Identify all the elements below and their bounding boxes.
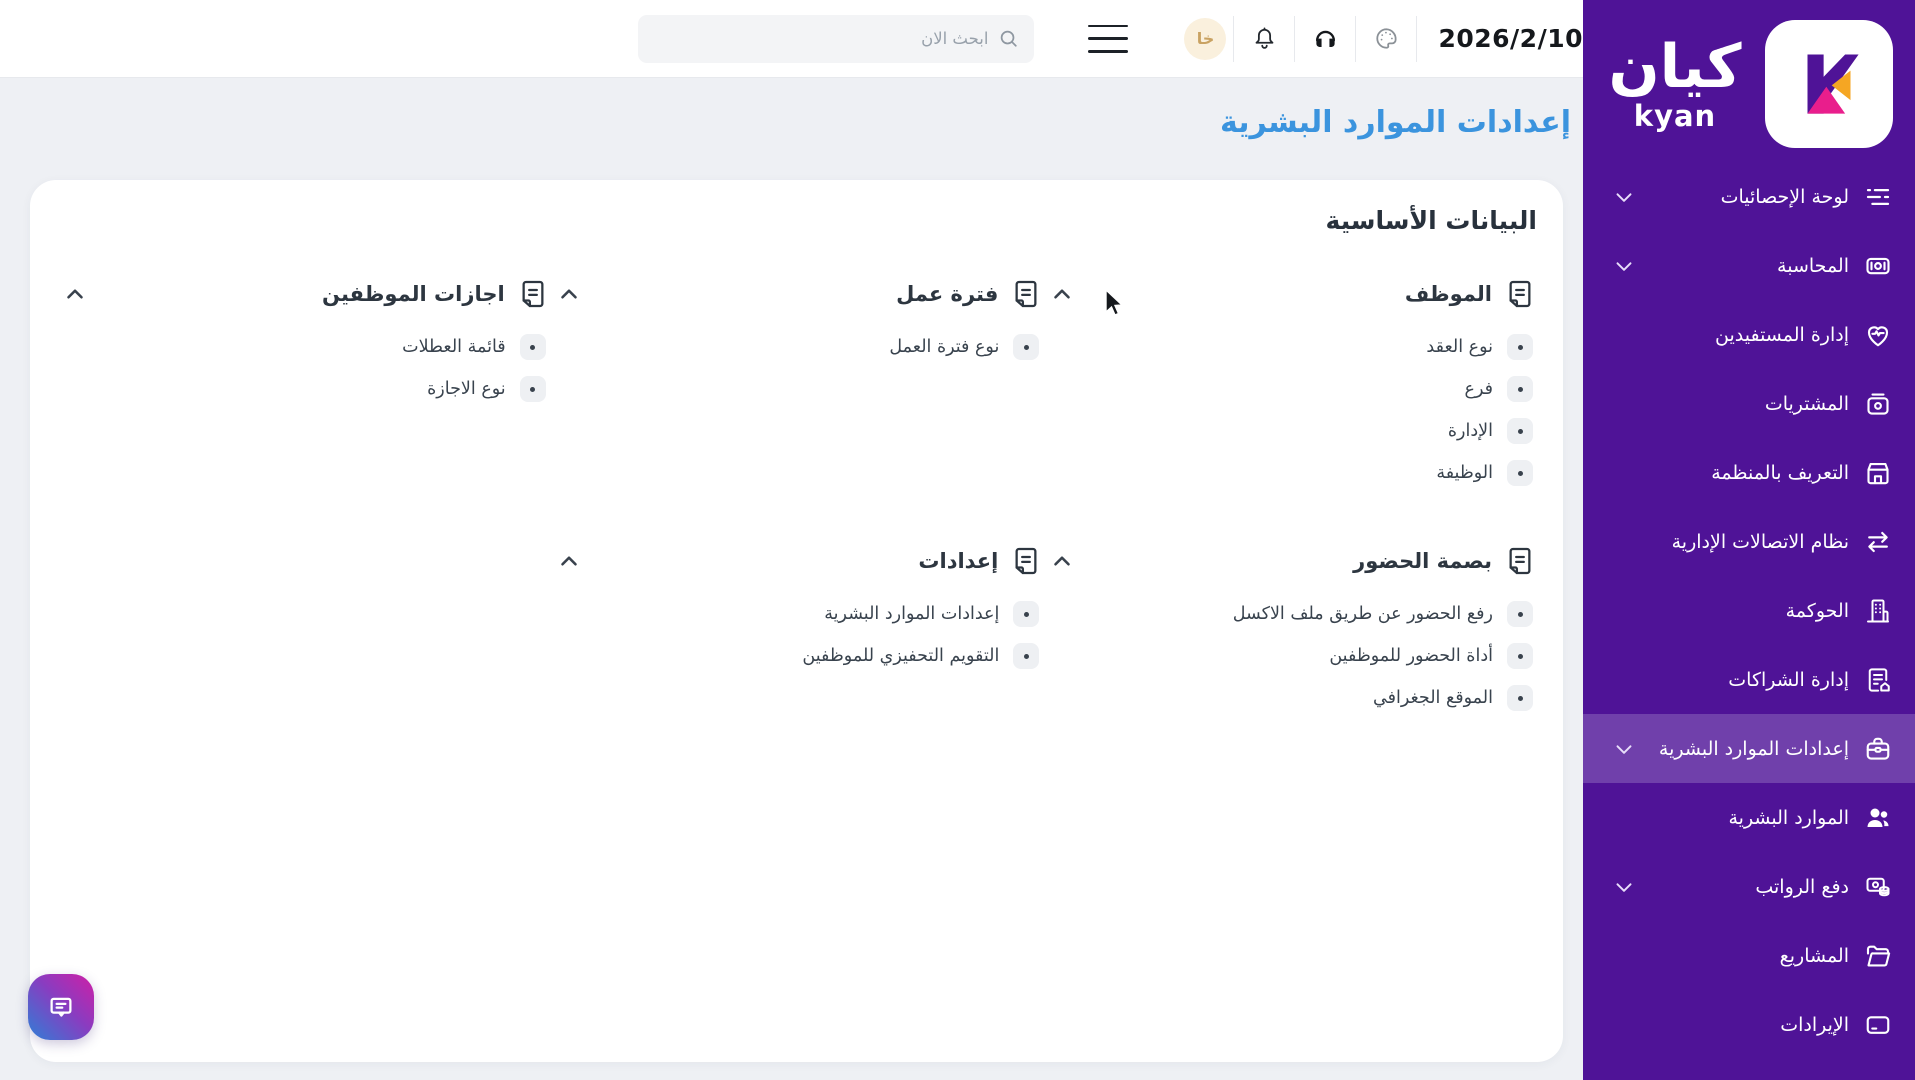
section-title: اجازات الموظفين bbox=[322, 282, 505, 306]
avatar[interactable]: خا bbox=[1184, 18, 1226, 60]
document-icon bbox=[1503, 544, 1537, 578]
document-icon bbox=[1009, 277, 1043, 311]
collapse-chevron-up-icon[interactable] bbox=[62, 281, 88, 307]
sidebar-item-label: المشتريات bbox=[1764, 392, 1849, 415]
bullet-icon bbox=[520, 376, 546, 402]
bullet-icon bbox=[520, 334, 546, 360]
section-items bbox=[550, 601, 1044, 669]
page-title: إعدادات الموارد البشرية bbox=[1220, 105, 1571, 140]
sidebar-item-label: الموارد البشرية bbox=[1728, 806, 1849, 829]
chevron-down-icon[interactable] bbox=[1611, 184, 1637, 210]
sidebar-item-label: المحاسبة bbox=[1777, 254, 1849, 277]
sidebar-item-label: الإيرادات bbox=[1780, 1013, 1849, 1036]
bell-icon bbox=[1251, 25, 1278, 52]
organization-icon bbox=[1863, 458, 1893, 488]
governance-icon bbox=[1863, 596, 1893, 626]
collapse-chevron-up-icon[interactable] bbox=[556, 548, 582, 574]
bullet-icon bbox=[1507, 418, 1533, 444]
sidebar-item-organization[interactable] bbox=[1583, 438, 1915, 507]
list-item[interactable]: أداة الحضور للموظفين bbox=[1043, 643, 1533, 669]
bullet-icon bbox=[1507, 460, 1533, 486]
section-header bbox=[1043, 544, 1537, 578]
sidebar bbox=[1583, 0, 1915, 1080]
search-box bbox=[638, 15, 1034, 63]
sidebar-item-governance[interactable] bbox=[1583, 576, 1915, 645]
list-item[interactable]: قائمة العطلات bbox=[56, 334, 546, 360]
topbar bbox=[0, 0, 1583, 78]
section-header bbox=[56, 277, 550, 311]
sidebar-item-communications[interactable] bbox=[1583, 507, 1915, 576]
partnerships-icon bbox=[1863, 665, 1893, 695]
brand-name-arabic: كيان bbox=[1608, 31, 1742, 102]
revenues-icon bbox=[1863, 1010, 1893, 1040]
beneficiaries-icon bbox=[1863, 320, 1893, 350]
section-items bbox=[550, 334, 1044, 360]
section-attendance bbox=[1043, 544, 1537, 711]
collapse-chevron-up-icon[interactable] bbox=[1049, 548, 1075, 574]
current-date: 2026/2/10 bbox=[1438, 24, 1583, 53]
bullet-icon bbox=[1507, 685, 1533, 711]
sidebar-item-label: المشاريع bbox=[1779, 944, 1849, 967]
brand-wordmark bbox=[1599, 31, 1751, 133]
bullet-icon bbox=[1507, 643, 1533, 669]
bullet-icon bbox=[1507, 376, 1533, 402]
sidebar-item-hr-settings[interactable] bbox=[1583, 714, 1915, 783]
chat-fab-button[interactable] bbox=[28, 974, 94, 1040]
divider bbox=[1233, 16, 1234, 62]
document-icon bbox=[516, 277, 550, 311]
hr-settings-icon bbox=[1863, 734, 1893, 764]
purchases-icon bbox=[1863, 389, 1893, 419]
list-item[interactable]: التقويم التحفيزي للموظفين bbox=[550, 643, 1040, 669]
kyan-k-mark bbox=[1786, 41, 1872, 127]
collapse-chevron-up-icon[interactable] bbox=[1049, 281, 1075, 307]
sidebar-item-label: الحوكمة bbox=[1785, 599, 1849, 622]
bullet-icon bbox=[1013, 643, 1039, 669]
projects-icon bbox=[1863, 941, 1893, 971]
stats-icon bbox=[1863, 182, 1893, 212]
chevron-down-icon[interactable] bbox=[1611, 874, 1637, 900]
content-area bbox=[0, 78, 1583, 1080]
card-header: البيانات الأساسية bbox=[1325, 206, 1537, 235]
search-input[interactable] bbox=[638, 15, 1034, 63]
sidebar-nav bbox=[1583, 162, 1915, 1059]
brand-header bbox=[1583, 0, 1915, 154]
sidebar-item-human-resources[interactable] bbox=[1583, 783, 1915, 852]
sidebar-item-label: لوحة الإحصائيات bbox=[1720, 185, 1849, 208]
sidebar-item-label: نظام الاتصالات الإدارية bbox=[1671, 530, 1849, 553]
chevron-down-icon[interactable] bbox=[1611, 253, 1637, 279]
bullet-icon bbox=[1013, 601, 1039, 627]
section-title: الموظف bbox=[1404, 282, 1492, 306]
sidebar-item-projects[interactable] bbox=[1583, 921, 1915, 990]
list-item[interactable]: إعدادات الموارد البشرية bbox=[550, 601, 1040, 627]
section-employee bbox=[1043, 277, 1537, 486]
list-item[interactable]: رفع الحضور عن طريق ملف الاكسل bbox=[1043, 601, 1533, 627]
basic-data-card bbox=[30, 180, 1563, 1062]
chevron-down-icon[interactable] bbox=[1611, 736, 1637, 762]
section-employee-leaves bbox=[56, 277, 550, 486]
chat-icon bbox=[46, 992, 76, 1022]
section-items bbox=[1043, 601, 1537, 711]
document-icon bbox=[1503, 277, 1537, 311]
section-items bbox=[1043, 334, 1537, 486]
settings-sections-grid bbox=[56, 277, 1537, 711]
list-item[interactable]: الإدارة bbox=[1043, 418, 1533, 444]
sidebar-item-revenues[interactable] bbox=[1583, 990, 1915, 1059]
sidebar-item-label: دفع الرواتب bbox=[1755, 875, 1849, 898]
section-header bbox=[550, 277, 1044, 311]
sidebar-item-beneficiaries[interactable] bbox=[1583, 300, 1915, 369]
document-icon bbox=[1009, 544, 1043, 578]
brand-name-english: kyan bbox=[1633, 98, 1717, 133]
sidebar-item-partnerships[interactable] bbox=[1583, 645, 1915, 714]
human-resources-icon bbox=[1863, 803, 1893, 833]
divider bbox=[1355, 16, 1356, 62]
support-button[interactable] bbox=[1302, 25, 1348, 52]
theme-button[interactable] bbox=[1363, 25, 1409, 52]
sidebar-item-payroll[interactable] bbox=[1583, 852, 1915, 921]
communications-icon bbox=[1863, 527, 1893, 557]
section-title: إعدادات bbox=[918, 549, 999, 573]
kyan-logo-icon bbox=[1765, 20, 1893, 148]
sidebar-item-label: إدارة المستفيدين bbox=[1715, 323, 1849, 346]
section-work-period bbox=[550, 277, 1044, 486]
list-item[interactable]: الموقع الجغرافي bbox=[1043, 685, 1533, 711]
sidebar-item-label: التعريف بالمنظمة bbox=[1711, 461, 1849, 484]
divider bbox=[1294, 16, 1295, 62]
sidebar-item-label: إعدادات الموارد البشرية bbox=[1658, 737, 1849, 760]
palette-icon bbox=[1373, 25, 1400, 52]
list-item[interactable]: الوظيفة bbox=[1043, 460, 1533, 486]
sidebar-item-accounting[interactable] bbox=[1583, 231, 1915, 300]
topbar-left-cluster bbox=[1164, 16, 1583, 62]
section-header bbox=[550, 544, 1044, 578]
topbar-right-cluster bbox=[638, 15, 1164, 63]
section-empty bbox=[56, 544, 550, 711]
notifications-button[interactable] bbox=[1241, 25, 1287, 52]
divider bbox=[1416, 16, 1417, 62]
headset-icon bbox=[1312, 25, 1339, 52]
bullet-icon bbox=[1507, 334, 1533, 360]
sidebar-item-statistics[interactable] bbox=[1583, 162, 1915, 231]
bullet-icon bbox=[1507, 601, 1533, 627]
section-header bbox=[1043, 277, 1537, 311]
section-settings bbox=[550, 544, 1044, 711]
list-item[interactable]: نوع الاجازة bbox=[56, 376, 546, 402]
collapse-chevron-up-icon[interactable] bbox=[556, 281, 582, 307]
section-title: فترة عمل bbox=[896, 282, 999, 306]
list-item[interactable]: نوع فترة العمل bbox=[550, 334, 1040, 360]
section-items bbox=[56, 334, 550, 402]
accounting-icon bbox=[1863, 251, 1893, 281]
section-title: بصمة الحضور bbox=[1353, 549, 1492, 573]
list-item[interactable]: فرع bbox=[1043, 376, 1533, 402]
search-icon bbox=[997, 27, 1020, 50]
sidebar-item-label: إدارة الشراكات bbox=[1728, 668, 1849, 691]
payroll-icon bbox=[1863, 872, 1893, 902]
list-item[interactable]: نوع العقد bbox=[1043, 334, 1533, 360]
menu-toggle-button[interactable] bbox=[1088, 25, 1128, 53]
sidebar-item-purchases[interactable] bbox=[1583, 369, 1915, 438]
bullet-icon bbox=[1013, 334, 1039, 360]
